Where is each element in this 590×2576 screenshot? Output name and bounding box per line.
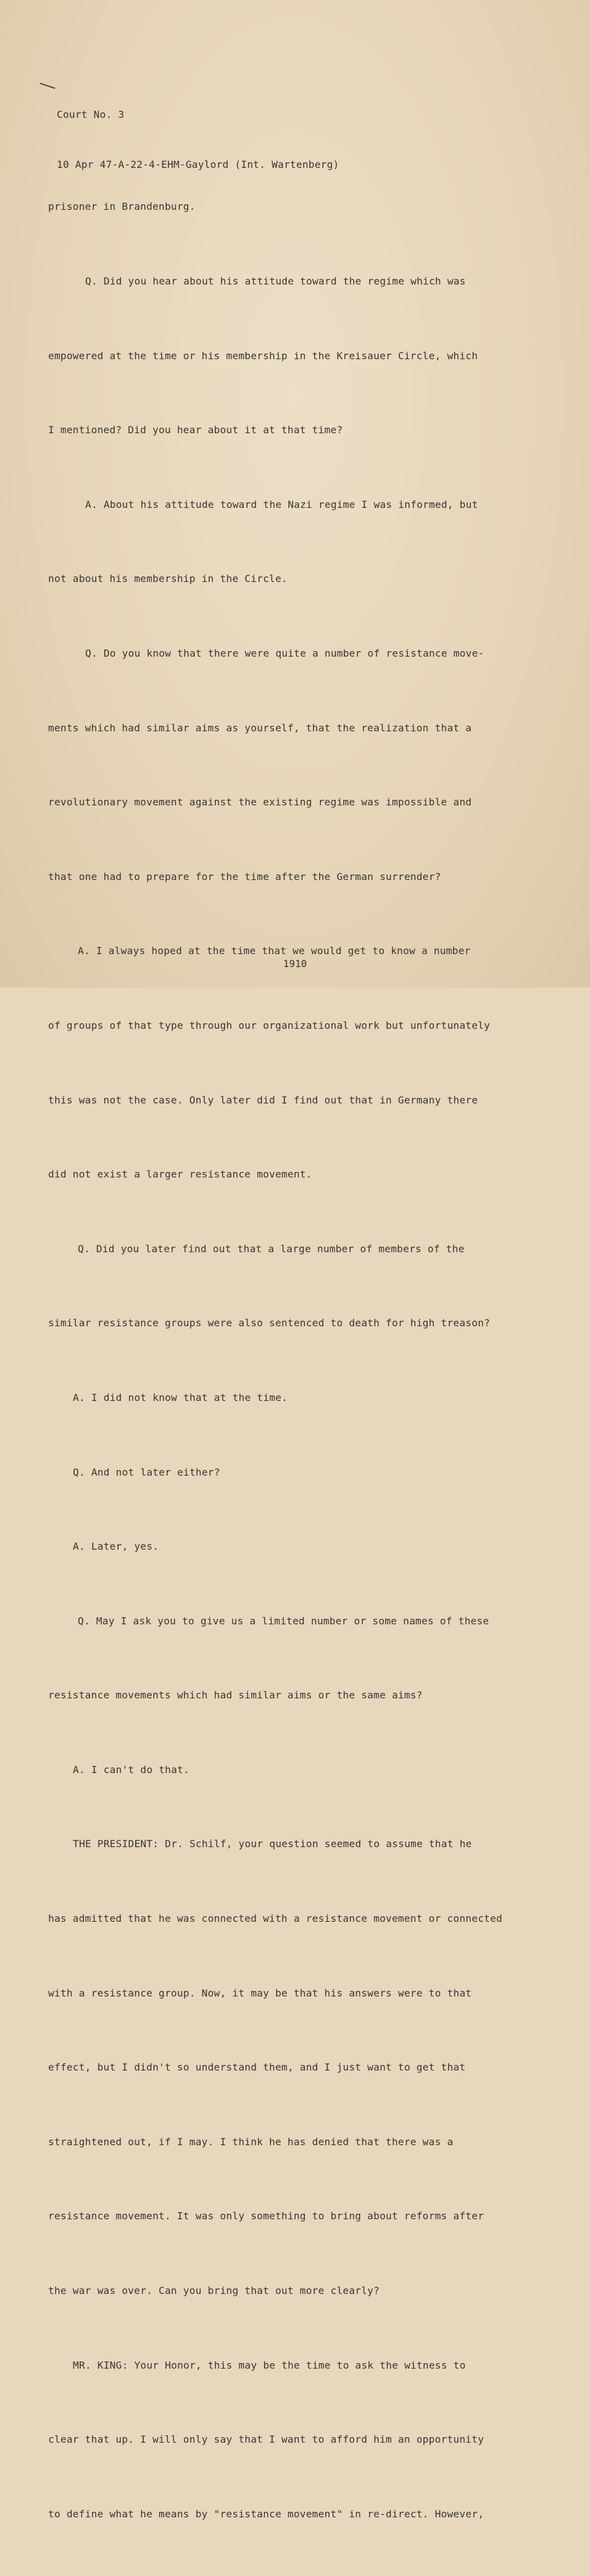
body-line: revolutionary movement against the existing regime was impossible and	[48, 796, 472, 808]
body-line: has admitted that he was connected with a resistance movement or connected	[48, 1913, 502, 1925]
transcript-reference: 10 Apr 47-A-22-4-EHM-Gaylord (Int. Wartenberg)	[57, 159, 339, 170]
body-line: A. I can't do that.	[73, 1763, 189, 1776]
body-line: not about his membership in the Circle.	[48, 573, 288, 585]
body-line: resistance movement. It was only something to bring about reforms after	[48, 2210, 484, 2222]
body-line: similar resistance groups were also sentenced to death for high treason?	[48, 1317, 491, 1329]
body-line: Q. Do you know that there were quite a number of resistance move-	[85, 647, 484, 659]
body-line: Q. Did you hear about his attitude toward the regime which was	[85, 275, 466, 287]
court-number: Court No. 3	[57, 109, 125, 120]
body-line: A. About his attitude toward the Nazi regime I was informed, but	[85, 498, 478, 510]
body-line: clear that up. I will only say that I want to afford him an opportunity	[48, 2433, 484, 2446]
body-line: did not exist a larger resistance movement.	[48, 1168, 312, 1181]
body-line: empowered at the time or his membership in the Kreisauer Circle, which	[48, 349, 478, 362]
body-line: resistance movements which had similar aims or the same aims?	[48, 1689, 423, 1701]
body-line: effect, but I didn't so understand them, and I just want to get that	[48, 2061, 466, 2074]
body-line: to define what he means by "resistance movement" in re-direct. However,	[48, 2507, 484, 2520]
body-line: THE PRESIDENT: Dr. Schilf, your question seemed to assume that he	[73, 1838, 472, 1850]
body-line: that one had to prepare for the time after the German surrender?	[48, 870, 441, 883]
body-line: prisoner in Brandenburg.	[48, 201, 196, 213]
pen-mark	[39, 83, 55, 89]
body-line: Q. May I ask you to give us a limited number or some names of these	[78, 1614, 489, 1627]
body-line: I mentioned? Did you hear about it at that time?	[48, 424, 343, 436]
body-line: Q. And not later either?	[73, 1466, 220, 1478]
body-line: straightened out, if I may. I think he has denied that there was a	[48, 2135, 454, 2148]
body-line: A. I always hoped at the time that we would get to know a number	[78, 945, 471, 957]
body-line: with a resistance group. Now, it may be that his answers were to that	[48, 1987, 472, 1999]
body-line: MR. KING: Your Honor, this may be the time to ask the witness to	[73, 2359, 466, 2371]
body-line: the war was over. Can you bring that out more clearly?	[48, 2285, 380, 2297]
page-number: 1910	[283, 958, 307, 970]
body-line: of groups of that type through our organizational work but unfortunately	[48, 1019, 491, 1031]
body-line: A. Later, yes.	[73, 1540, 159, 1553]
body-line: ments which had similar aims as yourself, that the realization that a	[48, 721, 472, 734]
body-line: Q. Did you later find out that a large number of members of the	[78, 1242, 465, 1255]
body-line: this was not the case. Only later did I find out that in Germany there	[48, 1094, 478, 1106]
transcript-body	[48, 145, 517, 2576]
body-line: A. I did not know that at the time.	[73, 1391, 288, 1403]
